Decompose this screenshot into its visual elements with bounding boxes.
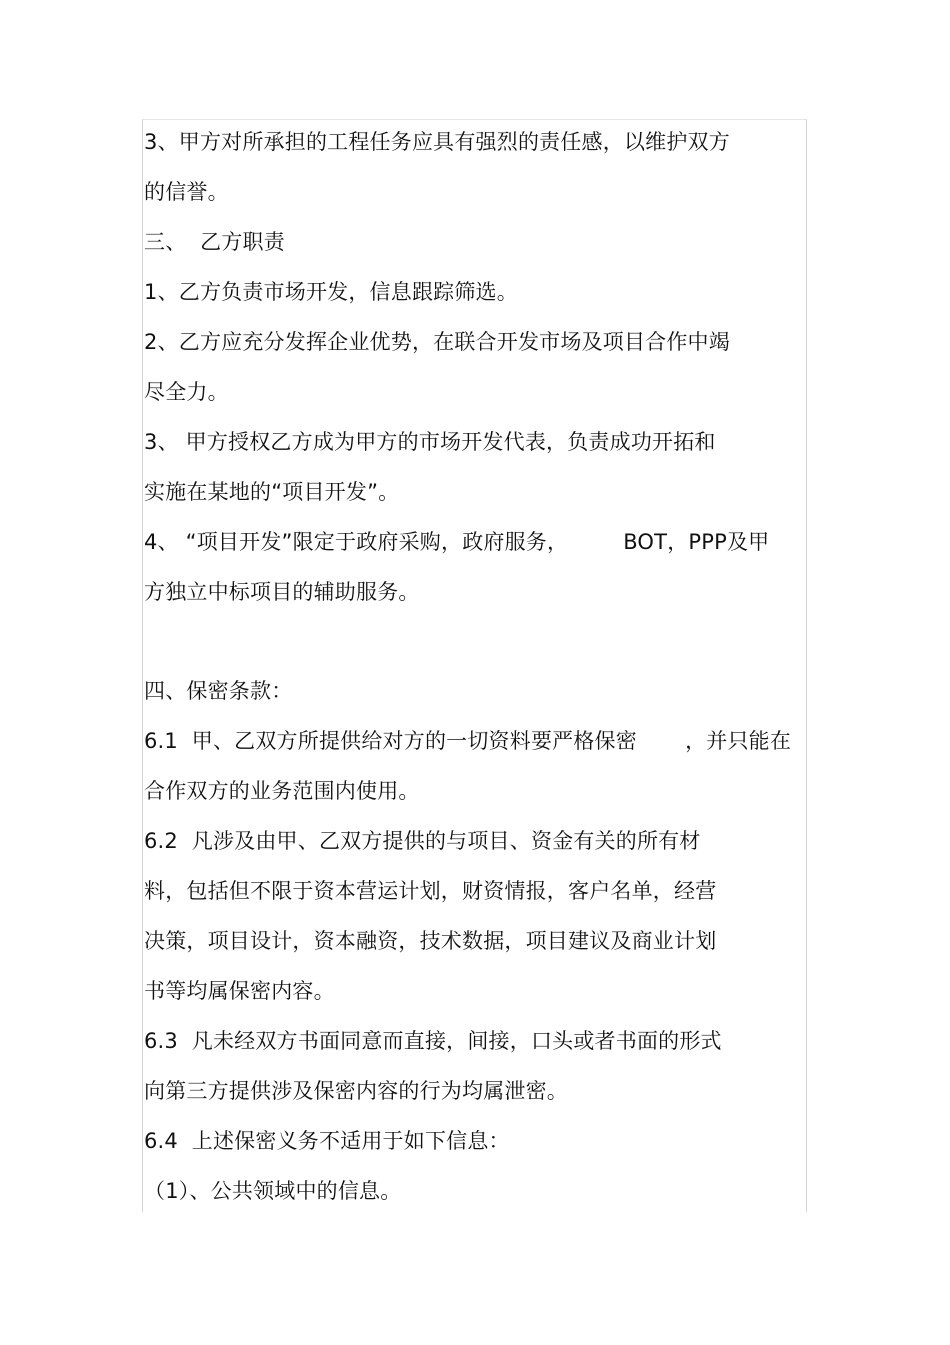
text-line: 尽全力。: [144, 380, 229, 404]
text-line: （1）、公共领域中的信息。: [144, 1179, 402, 1203]
text-line: 6.2 凡涉及由甲、乙双方提供的与项目、资金有关的所有材: [144, 829, 701, 853]
text-line: 6.4 上述保密义务不适用于如下信息：: [144, 1129, 510, 1153]
section-heading: 三、 乙方职责: [144, 230, 285, 254]
text-line: 3、 甲方授权乙方成为甲方的市场开发代表，负责成功开拓和: [144, 430, 716, 454]
text-line: 决策，项目设计，资本融资，技术数据，项目建议及商业计划: [144, 929, 717, 953]
text-line: 料，包括但不限于资本营运计划，财资情报，客户名单，经营: [144, 879, 717, 903]
text-line: 6.3 凡未经双方书面同意而直接，间接，口头或者书面的形式: [144, 1029, 722, 1053]
text-line: 6.1 甲、乙双方所提供给对方的一切资料要严格保密 ，并只能在: [144, 729, 792, 753]
text-line: 合作双方的业务范围内使用。: [144, 779, 420, 803]
text-line: 的信誉。: [144, 180, 229, 204]
text-line: 实施在某地的“项目开发”。: [144, 480, 400, 504]
text-line: 向第三方提供涉及保密内容的行为均属泄密。: [144, 1079, 568, 1103]
text-line: 方独立中标项目的辅助服务。: [144, 580, 420, 604]
text-line: 2、乙方应充分发挥企业优势，在联合开发市场及项目合作中竭: [144, 330, 730, 354]
text-line: 3、甲方对所承担的工程任务应具有强烈的责任感，以维护双方: [144, 130, 730, 154]
text-line: 4、 “项目开发”限定于政府采购，政府服务， BOT，PPP及甲: [144, 530, 770, 554]
text-line: 1、乙方负责市场开发，信息跟踪筛选。: [144, 280, 518, 304]
text-line: 书等均属保密内容。: [144, 979, 335, 1003]
section-heading: 四、保密条款：: [144, 679, 293, 703]
